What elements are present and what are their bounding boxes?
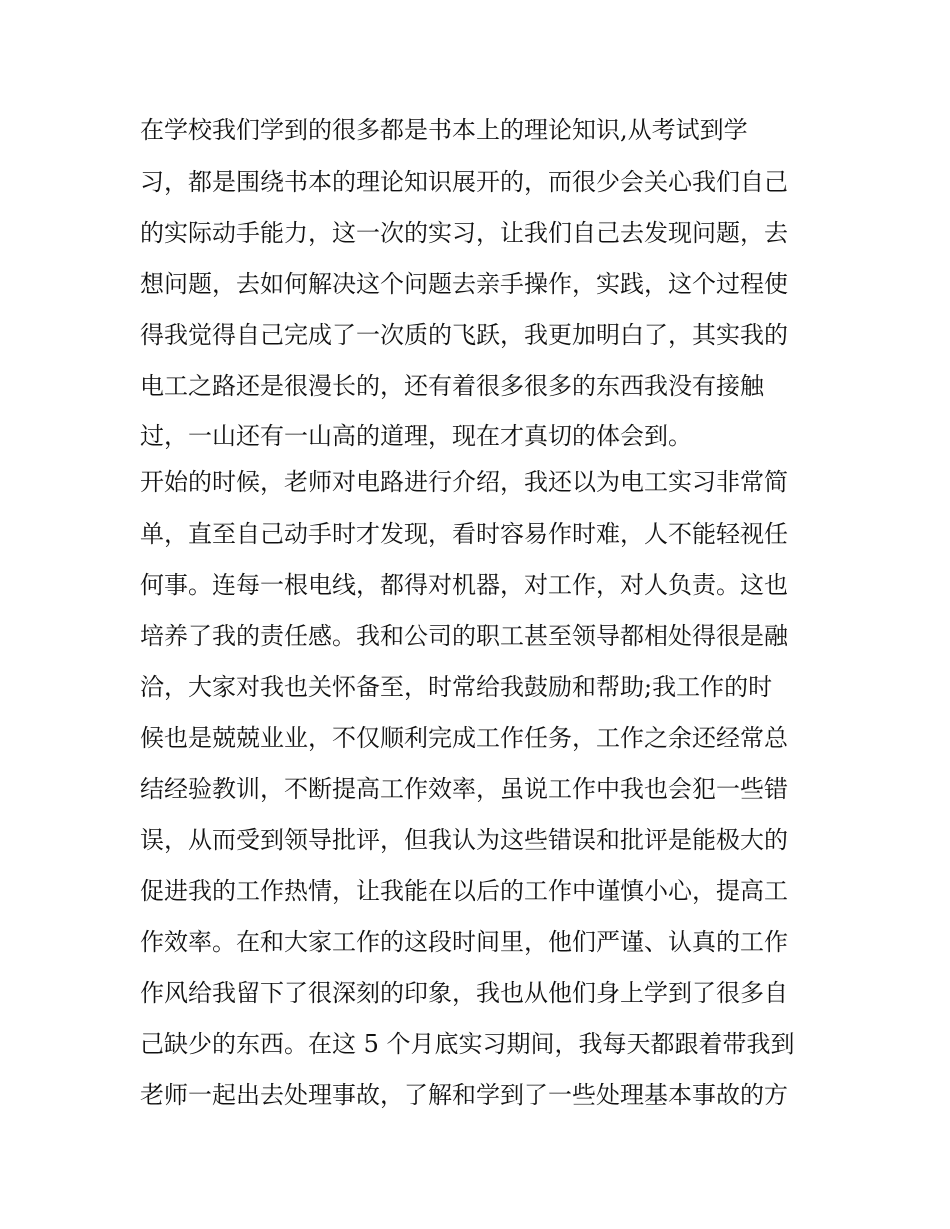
text-line: 误，从而受到领导批评，但我认为这些错误和批评是能极大的 [140,826,788,854]
text-line: 老师一起出去处理事故，了解和学到了一些处理基本事故的方 [140,1081,788,1109]
text-line: 己缺少的东西。在这 5 个月底实习期间，我每天都跟着带我到 [140,1030,795,1058]
text-line: 习，都是围绕书本的理论知识展开的，而很少会关心我们自己 [140,168,788,196]
text-line: 结经验教训，不断提高工作效率，虽说工作中我也会犯一些错 [140,775,788,803]
text-line: 电工之路还是很漫长的，还有着很多很多的东西我没有接触 [140,372,764,400]
text-line: 何事。连每一根电线，都得对机器，对工作，对人负责。这也 [140,571,788,599]
text-line: 促进我的工作热情，让我能在以后的工作中谨慎小心，提高工 [140,877,788,905]
text-line: 培养了我的责任感。我和公司的职工甚至领导都相处得很是融 [140,622,788,650]
text-line: 的实际动手能力，这一次的实习，让我们自己去发现问题，去 [140,219,788,247]
text-line: 想问题，去如何解决这个问题去亲手操作，实践，这个过程使 [140,270,788,298]
text-line: 过，一山还有一山高的道理，现在才真切的体会到。 [140,422,692,450]
text-line: 开始的时候，老师对电路进行介绍，我还以为电工实习非常简 [140,468,788,496]
text-line: 在学校我们学到的很多都是书本上的理论知识,从考试到学 [140,116,748,144]
text-line: 单，直至自己动手时才发现，看时容易作时难，人不能轻视任 [140,520,788,548]
text-line: 得我觉得自己完成了一次质的飞跃，我更加明白了，其实我的 [140,321,788,349]
text-line: 洽，大家对我也关怀备至，时常给我鼓励和帮助;我工作的时 [140,673,773,701]
text-line: 作风给我留下了很深刻的印象，我也从他们身上学到了很多自 [140,979,788,1007]
text-line: 候也是兢兢业业，不仅顺利完成工作任务，工作之余还经常总 [140,724,788,752]
text-line: 作效率。在和大家工作的这段时间里，他们严谨、认真的工作 [140,928,788,956]
